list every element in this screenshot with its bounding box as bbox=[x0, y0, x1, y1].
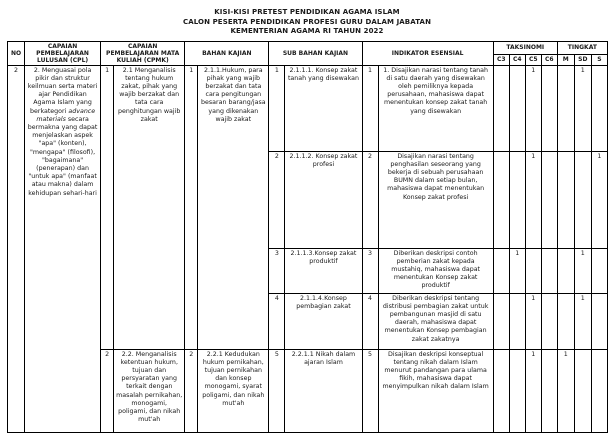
no-cell: 2 bbox=[8, 65, 25, 432]
indikator-no-cell: 3 bbox=[362, 248, 378, 293]
header-sd: SD bbox=[574, 55, 591, 65]
mark-c3-cell bbox=[493, 349, 509, 432]
header-m: M bbox=[557, 55, 574, 65]
header-cpl: CAPAIAN PEMBELAJARAN LULUSAN (CPL) bbox=[25, 41, 101, 65]
mark-sd-cell bbox=[574, 151, 591, 248]
mark-m-cell bbox=[557, 248, 574, 293]
kisi-kisi-table bbox=[7, 41, 608, 433]
header-tingkat: TINGKAT bbox=[557, 41, 607, 55]
document-title-block bbox=[0, 0, 614, 37]
mark-c4-cell bbox=[509, 293, 525, 349]
header-c4: C4 bbox=[509, 55, 525, 65]
mark-s-cell bbox=[591, 293, 607, 349]
cpl-text-part2: secara bermakna yang dapat menjelaskan aspek "apa" (konten), "mengapa" (filosofi), "bagaimana" (penerapan) dan "untuk apa" (manfaat atau makna) dalam kehidupan sehari-hari bbox=[27, 115, 98, 197]
mark-c6-cell bbox=[541, 65, 557, 151]
header-bahan-kajian: BAHAN KAJIAN bbox=[185, 41, 269, 65]
header-c3: C3 bbox=[493, 55, 509, 65]
header-indikator-esensial: INDIKATOR ESENSIAL bbox=[362, 41, 493, 65]
cpl-text-italic: advance materials bbox=[36, 107, 96, 123]
indikator-cell: Disajikan deskripsi konseptual tentang nikah dalam Islam menurut pandangan para ulama fikih, mahasiswa dapat menyimpulkan nikah dalam Islam bbox=[378, 349, 493, 432]
mark-c4-cell bbox=[509, 65, 525, 151]
indikator-no-cell: 2 bbox=[362, 151, 378, 248]
sub-bahan-kajian-cell: 2.1.1.3.Konsep zakat produktif bbox=[285, 248, 362, 293]
indikator-cell: Diberikan deskripsi contoh pemberian zakat kepada mustahiq, mahasiswa dapat menentukan Konsep zakat produktif bbox=[378, 248, 493, 293]
indikator-cell: 1. Disajikan narasi tentang tanah di satu daerah yang disewakan oleh pemiliknya kepada perusahaan, mahasiswa dapat menentukan konsep zakat tanah yang disewakan bbox=[378, 65, 493, 151]
mark-s-cell bbox=[591, 65, 607, 151]
mark-c3-cell bbox=[493, 248, 509, 293]
mark-c5-cell: 1 bbox=[525, 65, 541, 151]
mark-sd-cell: 1 bbox=[574, 293, 591, 349]
sub-bahan-kajian-no-cell: 4 bbox=[269, 293, 285, 349]
cpl-cell bbox=[25, 65, 101, 432]
mark-c4-cell bbox=[509, 349, 525, 432]
bahan-kajian-no-cell: 2 bbox=[185, 349, 198, 432]
indikator-cell: Disajikan narasi tentang penghasilan seseorang yang bekerja di sebuah perusahaan BUMN dalam setiap bulan, mahasiswa dapat menentukan Konsep zakat profesi bbox=[378, 151, 493, 248]
bahan-kajian-no-cell: 1 bbox=[185, 65, 198, 349]
sub-bahan-kajian-cell: 2.1.1.4.Konsep pembagian zakat bbox=[285, 293, 362, 349]
mark-c6-cell bbox=[541, 293, 557, 349]
mark-c5-cell: 1 bbox=[525, 349, 541, 432]
cpmk-cell: 2.2. Menganalisis ketentuan hukum, tujuan dan persyaratan yang terkait dengan masalah pernikahan, monogami, poligami, dan nikah mut'ah bbox=[114, 349, 185, 432]
mark-m-cell bbox=[557, 65, 574, 151]
title-line-3: KEMENTERIAN AGAMA RI TAHUN 2022 bbox=[230, 27, 384, 35]
bahan-kajian-cell: 2.2.1 Kedudukan hukum pernikahan, tujuan pernikahan dan konsep monogami, syarat poligami, dan nikah mut'ah bbox=[198, 349, 269, 432]
bahan-kajian-cell: 2.1.1.Hukum, para pihak yang wajib berzakat dan tata cara pengitungan besaran barang/jasa yang dikenakan wajib zakat bbox=[198, 65, 269, 349]
mark-s-cell: 1 bbox=[591, 151, 607, 248]
mark-c5-cell: 1 bbox=[525, 293, 541, 349]
indikator-no-cell: 1 bbox=[362, 65, 378, 151]
header-c6: C6 bbox=[541, 55, 557, 65]
sub-bahan-kajian-cell: 2.2.1.1 Nikah dalam ajaran Islam bbox=[285, 349, 362, 432]
header-no: NO bbox=[8, 41, 25, 65]
mark-c6-cell bbox=[541, 248, 557, 293]
mark-m-cell: 1 bbox=[557, 349, 574, 432]
mark-c6-cell bbox=[541, 349, 557, 432]
mark-c3-cell bbox=[493, 151, 509, 248]
sub-bahan-kajian-cell: 2.1.1.2. Konsep zakat profesi bbox=[285, 151, 362, 248]
mark-sd-cell bbox=[574, 349, 591, 432]
header-cpmk: CAPAIAN PEMBELAJARAN MATA KULIAH (CPMK) bbox=[101, 41, 185, 65]
title-line-2: CALON PESERTA PENDIDIKAN PROFESI GURU DALAM JABATAN bbox=[182, 17, 432, 26]
cpmk-no-cell: 2 bbox=[101, 349, 114, 432]
mark-s-cell bbox=[591, 349, 607, 432]
mark-c6-cell bbox=[541, 151, 557, 248]
mark-c3-cell bbox=[493, 293, 509, 349]
cpmk-cell: 2.1 Menganalisis tentang hukum zakat, pihak yang wajib berzakat dan tata cara penghitungan wajib zakat bbox=[114, 65, 185, 349]
header-sub-bahan-kajian: SUB BAHAN KAJIAN bbox=[269, 41, 362, 65]
sub-bahan-kajian-cell: 2.1.1.1. Konsep zakat tanah yang disewakan bbox=[285, 65, 362, 151]
sub-bahan-kajian-no-cell: 1 bbox=[269, 65, 285, 151]
mark-c5-cell: 1 bbox=[525, 151, 541, 248]
mark-c4-cell: 1 bbox=[509, 248, 525, 293]
mark-c3-cell bbox=[493, 65, 509, 151]
cpmk-no-cell: 1 bbox=[101, 65, 114, 349]
mark-c4-cell bbox=[509, 151, 525, 248]
mark-m-cell bbox=[557, 151, 574, 248]
header-taksinomi: TAKSINOMI bbox=[493, 41, 557, 55]
header-s: S bbox=[591, 55, 607, 65]
indikator-cell: Diberikan deskripsi tentang distribusi pembagian zakat untuk pembangunan masjid di satu daerah, mahasiswa dapat menentukan Konsep pembagian zakat zakatnya bbox=[378, 293, 493, 349]
mark-c5-cell bbox=[525, 248, 541, 293]
mark-s-cell bbox=[591, 248, 607, 293]
table-row bbox=[8, 65, 608, 151]
sub-bahan-kajian-no-cell: 3 bbox=[269, 248, 285, 293]
mark-sd-cell: 1 bbox=[574, 248, 591, 293]
mark-m-cell bbox=[557, 293, 574, 349]
indikator-no-cell: 4 bbox=[362, 293, 378, 349]
sub-bahan-kajian-no-cell: 5 bbox=[269, 349, 285, 432]
title-line-1: KISI-KISI PRETEST PENDIDIKAN AGAMA ISLAM bbox=[214, 8, 400, 16]
indikator-no-cell: 5 bbox=[362, 349, 378, 432]
mark-sd-cell: 1 bbox=[574, 65, 591, 151]
sub-bahan-kajian-no-cell: 2 bbox=[269, 151, 285, 248]
header-c5: C5 bbox=[525, 55, 541, 65]
cpl-text-part1: 2. Menguasai pola pikir dan struktur keilmuan serta materi ajar Pendidikan Agama Islam yang berkategori bbox=[27, 66, 98, 115]
